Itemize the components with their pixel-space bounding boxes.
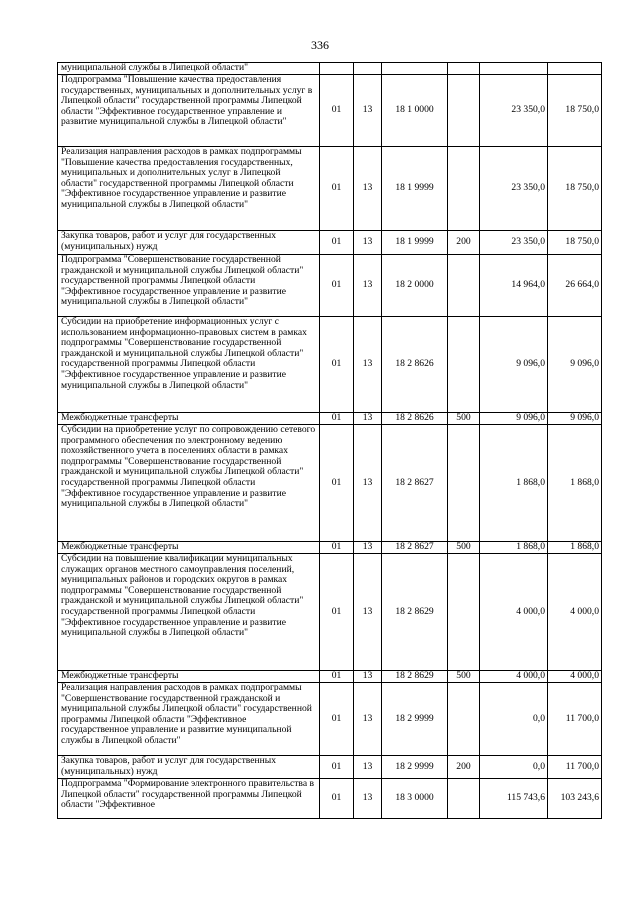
row-subsection-cell: 13 bbox=[354, 671, 382, 683]
row-expense-type-cell: 200 bbox=[448, 756, 480, 779]
row-target-article-cell: 18 2 9999 bbox=[382, 683, 448, 756]
row-expense-type-cell: 500 bbox=[448, 413, 480, 425]
table-row bbox=[58, 756, 602, 779]
row-amount-year1-cell: 9 096,0 bbox=[480, 413, 548, 425]
budget-table bbox=[57, 62, 602, 819]
row-section-cell: 01 bbox=[320, 554, 354, 671]
row-section-cell: 01 bbox=[320, 779, 354, 819]
row-target-article-cell: 18 1 9999 bbox=[382, 231, 448, 255]
row-expense-type-cell bbox=[448, 425, 480, 542]
row-subsection-cell: 13 bbox=[354, 756, 382, 779]
row-amount-year2-cell: 18 750,0 bbox=[548, 147, 602, 231]
table-row bbox=[58, 542, 602, 554]
row-target-article-cell: 18 2 8626 bbox=[382, 317, 448, 413]
table-row bbox=[58, 75, 602, 147]
row-name-cell: Межбюджетные трансферты bbox=[58, 542, 320, 554]
row-section-cell: 01 bbox=[320, 231, 354, 255]
row-target-article-cell: 18 1 0000 bbox=[382, 75, 448, 147]
row-target-article-cell: 18 2 9999 bbox=[382, 756, 448, 779]
row-amount-year2-cell: 26 664,0 bbox=[548, 255, 602, 317]
row-target-article-cell: 18 2 8627 bbox=[382, 542, 448, 554]
row-name-cell: Реализация направления расходов в рамках подпрограммы "Повышение качества предоставления государственных, муниципальных и дополнительных услуг в Липецкой области" государственной программы Липецкой области "Эффективное государственное управление и развитие муниципальной службы в Липецкой области" bbox=[58, 147, 320, 231]
row-name-cell: Закупка товаров, работ и услуг для государственных (муниципальных) нужд bbox=[58, 231, 320, 255]
row-subsection-cell: 13 bbox=[354, 683, 382, 756]
row-expense-type-cell bbox=[448, 779, 480, 819]
row-section-cell: 01 bbox=[320, 147, 354, 231]
row-target-article-cell: 18 2 8629 bbox=[382, 554, 448, 671]
row-target-article-cell: 18 3 0000 bbox=[382, 779, 448, 819]
row-subsection-cell: 13 bbox=[354, 542, 382, 554]
table-row bbox=[58, 554, 602, 671]
row-subsection-cell: 13 bbox=[354, 147, 382, 231]
row-name-cell: Субсидии на приобретение услуг по сопровождению сетевого программного обеспечения по электронному ведению похозяйственного учета в поселениях области в рамках подпрограммы "Совершенствование государственной гражданской и муниципальной службы Липецкой области" государственной программы Липецкой области "Эффективное государственное управление и развитие муниципальной службы в Липецкой области" bbox=[58, 425, 320, 542]
row-amount-year1-cell: 1 868,0 bbox=[480, 425, 548, 542]
table-row bbox=[58, 317, 602, 413]
table-row bbox=[58, 683, 602, 756]
row-amount-year2-cell: 11 700,0 bbox=[548, 683, 602, 756]
row-amount-year2-cell: 4 000,0 bbox=[548, 554, 602, 671]
row-expense-type-cell bbox=[448, 683, 480, 756]
row-target-article-cell: 18 2 8627 bbox=[382, 425, 448, 542]
row-expense-type-cell bbox=[448, 255, 480, 317]
page-number: 336 bbox=[311, 38, 329, 52]
row-amount-year1-cell bbox=[480, 63, 548, 75]
row-name-cell: Подпрограмма "Совершенствование государственной гражданской и муниципальной службы Липецкой области" государственной программы Липецкой области "Эффективное государственное управление и развитие муниципальной службы в Липецкой области" bbox=[58, 255, 320, 317]
row-subsection-cell: 13 bbox=[354, 425, 382, 542]
row-name-cell: муниципальной службы в Липецкой области" bbox=[58, 63, 320, 75]
row-amount-year1-cell: 23 350,0 bbox=[480, 231, 548, 255]
row-expense-type-cell bbox=[448, 63, 480, 75]
row-amount-year2-cell: 9 096,0 bbox=[548, 413, 602, 425]
row-amount-year2-cell: 11 700,0 bbox=[548, 756, 602, 779]
table-row bbox=[58, 779, 602, 819]
row-name-cell: Межбюджетные трансферты bbox=[58, 413, 320, 425]
row-amount-year1-cell: 4 000,0 bbox=[480, 554, 548, 671]
row-amount-year2-cell: 18 750,0 bbox=[548, 75, 602, 147]
row-amount-year2-cell: 103 243,6 bbox=[548, 779, 602, 819]
row-target-article-cell: 18 2 8626 bbox=[382, 413, 448, 425]
row-section-cell: 01 bbox=[320, 756, 354, 779]
row-target-article-cell: 18 2 0000 bbox=[382, 255, 448, 317]
row-amount-year1-cell: 4 000,0 bbox=[480, 671, 548, 683]
table-row bbox=[58, 671, 602, 683]
row-subsection-cell: 13 bbox=[354, 779, 382, 819]
table-row bbox=[58, 147, 602, 231]
row-amount-year1-cell: 14 964,0 bbox=[480, 255, 548, 317]
row-name-cell: Подпрограмма "Повышение качества предоставления государственных, муниципальных и дополнительных услуг в Липецкой области" государственной программы Липецкой области "Эффективное государственное управление и развитие муниципальной службы в Липецкой области" bbox=[58, 75, 320, 147]
row-subsection-cell: 13 bbox=[354, 75, 382, 147]
row-name-cell: Закупка товаров, работ и услуг для государственных (муниципальных) нужд bbox=[58, 756, 320, 779]
row-amount-year1-cell: 23 350,0 bbox=[480, 147, 548, 231]
row-name-cell: Подпрограмма "Формирование электронного правительства в Липецкой области" государственной программы Липецкой области "Эффективное bbox=[58, 779, 320, 819]
table-row bbox=[58, 425, 602, 542]
table-body bbox=[58, 63, 602, 819]
row-amount-year1-cell: 1 868,0 bbox=[480, 542, 548, 554]
row-section-cell: 01 bbox=[320, 413, 354, 425]
row-subsection-cell: 13 bbox=[354, 317, 382, 413]
row-target-article-cell: 18 1 9999 bbox=[382, 147, 448, 231]
row-section-cell: 01 bbox=[320, 683, 354, 756]
row-name-cell: Межбюджетные трансферты bbox=[58, 671, 320, 683]
row-amount-year1-cell: 0,0 bbox=[480, 756, 548, 779]
row-amount-year2-cell: 18 750,0 bbox=[548, 231, 602, 255]
row-subsection-cell: 13 bbox=[354, 231, 382, 255]
row-expense-type-cell: 200 bbox=[448, 231, 480, 255]
row-section-cell: 01 bbox=[320, 671, 354, 683]
row-amount-year2-cell: 1 868,0 bbox=[548, 542, 602, 554]
row-section-cell: 01 bbox=[320, 425, 354, 542]
row-expense-type-cell bbox=[448, 75, 480, 147]
row-subsection-cell: 13 bbox=[354, 554, 382, 671]
row-amount-year2-cell: 1 868,0 bbox=[548, 425, 602, 542]
row-subsection-cell bbox=[354, 63, 382, 75]
row-amount-year2-cell: 9 096,0 bbox=[548, 317, 602, 413]
row-amount-year1-cell: 23 350,0 bbox=[480, 75, 548, 147]
table-row bbox=[58, 231, 602, 255]
table-row bbox=[58, 413, 602, 425]
row-name-cell: Субсидии на повышение квалификации муниципальных служащих органов местного самоуправления поселений, муниципальных районов и городских округов в рамках подпрограммы "Совершенствование государственной гражданской и муниципальной службы Липецкой области" государственной программы Липецкой области "Эффективное государственное управление и развитие муниципальной службы в Липецкой области" bbox=[58, 554, 320, 671]
row-amount-year2-cell bbox=[548, 63, 602, 75]
row-amount-year2-cell: 4 000,0 bbox=[548, 671, 602, 683]
table-row bbox=[58, 63, 602, 75]
row-section-cell bbox=[320, 63, 354, 75]
row-expense-type-cell bbox=[448, 554, 480, 671]
row-target-article-cell bbox=[382, 63, 448, 75]
row-section-cell: 01 bbox=[320, 75, 354, 147]
row-expense-type-cell: 500 bbox=[448, 542, 480, 554]
row-subsection-cell: 13 bbox=[354, 413, 382, 425]
row-target-article-cell: 18 2 8629 bbox=[382, 671, 448, 683]
row-amount-year1-cell: 0,0 bbox=[480, 683, 548, 756]
row-section-cell: 01 bbox=[320, 542, 354, 554]
row-expense-type-cell: 500 bbox=[448, 671, 480, 683]
row-name-cell: Реализация направления расходов в рамках подпрограммы "Совершенствование государственной гражданской и муниципальной службы Липецкой области" государственной программы Липецкой области "Эффективное государственное управление и развитие муниципальной службы в Липецкой области" bbox=[58, 683, 320, 756]
row-amount-year1-cell: 9 096,0 bbox=[480, 317, 548, 413]
row-name-cell: Субсидии на приобретение информационных услуг с использованием информационно-правовых систем в рамках подпрограммы "Совершенствование государственной гражданской и муниципальной службы Липецкой области" государственной программы Липецкой области "Эффективное государственное управление и развитие муниципальной службы в Липецкой области" bbox=[58, 317, 320, 413]
row-subsection-cell: 13 bbox=[354, 255, 382, 317]
row-amount-year1-cell: 115 743,6 bbox=[480, 779, 548, 819]
row-expense-type-cell bbox=[448, 147, 480, 231]
table-row bbox=[58, 255, 602, 317]
row-section-cell: 01 bbox=[320, 317, 354, 413]
row-expense-type-cell bbox=[448, 317, 480, 413]
row-section-cell: 01 bbox=[320, 255, 354, 317]
